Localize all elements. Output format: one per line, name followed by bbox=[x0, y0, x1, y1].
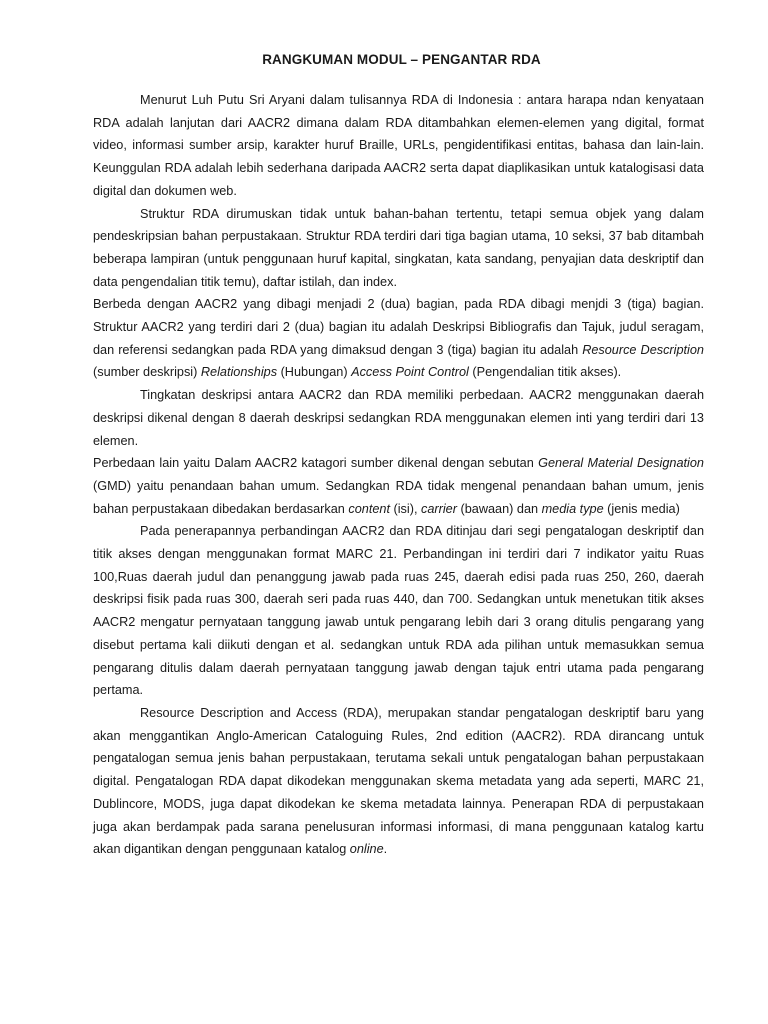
paragraph-5-text: (GMD) yaitu penandaan bahan umum. Sedangkan RDA tidak mengenal penandaan bahan umum, jenis bahan perpustakaan dibedakan berdasarkan bbox=[93, 478, 704, 516]
paragraph-5-text: (bawaan) dan bbox=[456, 501, 542, 516]
document-title: RANGKUMAN MODUL – PENGANTAR RDA bbox=[262, 52, 541, 67]
paragraph-3-term-resource-description: Resource Description bbox=[582, 342, 704, 357]
paragraph-3-text: (sumber deskripsi) bbox=[93, 365, 201, 380]
paragraph-7-text: Resource Description and Access (RDA), merupakan standar pengatalogan deskriptif baru yang akan menggantikan Anglo-American Cataloguing Rules, 2nd edition (AACR2). RDA dirancang untuk pengatalogan semua jenis bahan perpustakaan, terutama sekali untuk pengatalogan bahan perpustakaan digital. Pengatalogan RDA dapat dikodekan menggunakan skema metadata yang ada seperti, MARC 21, Dublincore, MODS, juga dapat dikodekan ke skema metadata lainnya. Penerapan RDA di perpustakaan juga akan berdampak pada sarana penelusuran informasi informasi, di mana penggunaan katalog kartu akan digantikan dengan penggunaan katalog bbox=[93, 705, 704, 857]
paragraph-5-text: (isi), bbox=[389, 501, 421, 516]
paragraph-5-text: (jenis media) bbox=[603, 501, 680, 516]
paragraph-6: Pada penerapannya perbandingan AACR2 dan RDA ditinjau dari segi pengatalogan deskriptif dan titik akses dengan menggunakan format MARC 21. Perbandingan ini terdiri dari 7 indikator yaitu Ruas 100,Ruas daerah judul dan penanggung jawab pada ruas 245, daerah edisi pada ruas 250, 260, daerah deskripsi fisik pada ruas 300, daerah seri pada ruas 440, dan 700. Sedangkan untuk menetukan titik akses AACR2 mengatur pernyataan tanggung jawab untuk pengarang lebih dari 3 orang ditulis pengarang yang disebut pertama kali diikuti dengan et al. sedangkan untuk RDA ada pilihan untuk memasukkan semua pengarang ditulis dalam daerah pernyataan tanggung jawab dengan tajuk entri utama pada pengarang pertama. bbox=[93, 524, 704, 698]
paragraph-3-text: Berbeda dengan AACR2 yang dibagi menjadi 2 (dua) bagian, pada RDA dibagi menjdi 3 (tiga) bagian. Struktur AACR2 yang terdiri dari 2 (dua) bagian itu adalah Deskripsi Bibliografis dan Tajuk, judul seragam, dan referensi sedangkan pada RDA yang dimaksud dengan 3 (tiga) bagian itu adalah bbox=[93, 297, 704, 357]
paragraph-5 bbox=[93, 452, 704, 520]
paragraph-5-text: Perbedaan lain yaitu Dalam AACR2 katagori sumber dikenal dengan sebutan bbox=[93, 456, 539, 471]
document-page bbox=[93, 52, 704, 861]
paragraph-7-term-online: online bbox=[349, 842, 384, 857]
paragraph-3-term-access-point-control: Access Point Control bbox=[351, 365, 469, 380]
paragraph-5-term-content: content bbox=[348, 501, 390, 516]
paragraph-1: Menurut Luh Putu Sri Aryani dalam tulisannya RDA di Indonesia : antara harapa ndan kenyataan RDA adalah lanjutan dari AACR2 dimana dalam RDA ditambahkan elemen-elemen yang digital, format video, informasi sumber arsip, karakter huruf Braille, URLs, pengidentifikasi entitas, bahasa dan lain-lain. Keunggulan RDA adalah lebih sederhana daripada AACR2 serta dapat diaplikasikan untuk katalogisasi data digital dan dokumen web. bbox=[93, 93, 704, 198]
paragraph-7-text: . bbox=[383, 842, 388, 857]
paragraph-5-term-carrier: carrier bbox=[421, 501, 457, 516]
paragraph-5-term-gmd: General Material Designation bbox=[538, 456, 704, 471]
paragraph-5-term-media-type: media type bbox=[541, 501, 604, 516]
paragraph-3-text: (Pengendalian titik akses). bbox=[468, 365, 622, 380]
paragraph-3-term-relationships: Relationships bbox=[200, 365, 278, 380]
paragraph-4: Tingkatan deskripsi antara AACR2 dan RDA memiliki perbedaan. AACR2 menggunakan daerah deskripsi dikenal dengan 8 daerah deskripsi sedangkan RDA menggunakan elemen inti yang terdiri dari 13 elemen. bbox=[93, 388, 704, 448]
paragraph-3 bbox=[93, 293, 704, 384]
paragraph-3-text: (Hubungan) bbox=[277, 365, 352, 380]
paragraph-2: Struktur RDA dirumuskan tidak untuk bahan-bahan tertentu, tetapi semua objek yang dalam pendeskripsian bahan perpustakaan. Struktur RDA terdiri dari tiga bagian utama, 10 seksi, 37 bab ditambah beberapa lampiran (untuk penggunaan huruf kapital, singkatan, kata sandang, penyajian data deskriptif dan data pengendalian titik temu), daftar istilah, dan index. bbox=[93, 206, 704, 289]
paragraph-7 bbox=[93, 702, 704, 861]
